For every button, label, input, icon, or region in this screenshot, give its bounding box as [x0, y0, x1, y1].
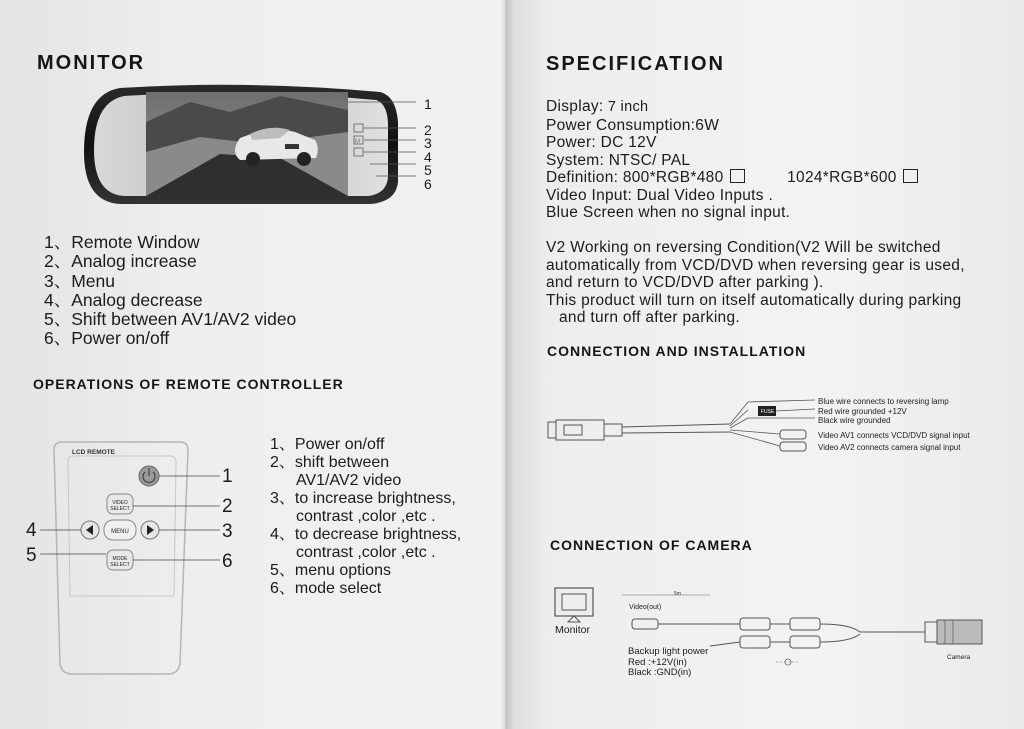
list-item: 5、menu options: [270, 562, 391, 579]
camera-heading: CONNECTION OF CAMERA: [550, 537, 753, 553]
wire-label-av1: Video AV1 connects VCD/DVD signal input: [818, 430, 970, 440]
wire-label-blue: Blue wire connects to reversing lamp: [818, 397, 949, 406]
wire-label-av2: Video AV2 connects camera signal input: [818, 443, 961, 453]
monitor-pointer-6: 6: [424, 175, 432, 192]
mode-select-label-2: SELECT: [110, 562, 130, 568]
definition-label: Definition: 800*RGB*480: [546, 169, 724, 186]
power: Power: DC 12V: [546, 134, 657, 151]
list-item: 6、mode select: [270, 580, 382, 597]
para1-line3: and return to VCD/DVD after parking ).: [546, 274, 824, 291]
backup-line3: Black :GND(in): [628, 667, 692, 678]
list-item: 6、Power on/off: [44, 328, 170, 349]
remote-function-list: [270, 436, 461, 598]
list-item: contrast ,color ,etc .: [296, 544, 436, 561]
connection-wiring-diagram: [540, 390, 820, 460]
list-item: 4、to decrease brightness,: [270, 526, 462, 543]
list-item: AV1/AV2 video: [296, 472, 402, 489]
wire-label-black: Black wire grounded: [818, 416, 891, 426]
menu-label: MENU: [111, 529, 129, 535]
monitor-function-list: [44, 233, 296, 349]
mirror-monitor-illustration: [80, 82, 420, 212]
para1-line1: V2 Working on reversing Condition(V2 Will be switched: [546, 239, 941, 256]
para1-line2: automatically from VCD/DVD when reversing gear is used,: [546, 256, 965, 274]
monitor-pointer-1: 1: [424, 96, 432, 112]
remote-pointer-1: 1: [222, 466, 233, 487]
remote-pointer-3: 3: [222, 521, 233, 542]
remote-pointer-2: 2: [222, 496, 233, 517]
para2-line2: and turn off after parking.: [559, 309, 741, 326]
para2-line1: This product will turn on itself automatically during parking: [546, 291, 962, 309]
list-item: 3、Menu: [44, 270, 116, 291]
remote-pointer-4: 4: [26, 520, 37, 541]
list-item: contrast ,color ,etc .: [296, 508, 436, 525]
camera-connection-diagram: [550, 580, 990, 680]
wire-labels: [818, 397, 970, 453]
page-spine: [500, 0, 514, 729]
definition-alt: 1024*RGB*600: [787, 169, 897, 186]
blue-screen: Blue Screen when no signal input.: [546, 204, 791, 221]
monitor-pointer-3: 3: [424, 135, 432, 151]
m-button-label: M: [355, 139, 360, 145]
connection-heading: CONNECTION AND INSTALLATION: [547, 343, 807, 359]
power-consumption: Power Consumption:6W: [546, 116, 720, 134]
list-item: 3、to increase brightness,: [270, 490, 456, 507]
monitor-pointer-5: 5: [424, 162, 432, 178]
mode-select-label-1: MODE: [112, 556, 128, 562]
backup-line1: Backup light power: [628, 646, 709, 657]
backup-power-labels: [628, 647, 708, 679]
list-item: 4、Analog decrease: [44, 289, 203, 310]
list-item: 5、Shift between AV1/AV2 video: [44, 309, 297, 330]
remote-pointer-6: 6: [222, 551, 233, 572]
video-out-label: Video(out): [629, 604, 662, 611]
definition-checkbox-1024[interactable]: [903, 169, 918, 183]
video-select-label-2: SELECT: [110, 506, 130, 512]
camera-label: Camera: [947, 654, 971, 661]
monitor-label: Monitor: [555, 624, 591, 636]
video-select-label-1: VIDEO: [112, 500, 128, 506]
backup-line2: Red :+12V(in): [628, 656, 687, 668]
specification-block: [546, 98, 918, 222]
list-item: 1、Power on/off: [270, 436, 385, 453]
video-input: Video Input: Dual Video Inputs .: [546, 186, 774, 204]
remote-heading: OPERATIONS OF REMOTE CONTROLLER: [33, 376, 344, 392]
display-label: Display:: [546, 98, 604, 115]
monitor-pointer-2: 2: [424, 121, 432, 138]
reversing-paragraph: [546, 239, 965, 327]
monitor-pointer-4: 4: [424, 148, 432, 165]
length-label: 5m: [674, 591, 681, 597]
display-value: 7 inch: [603, 99, 649, 115]
list-item: 2、Analog increase: [44, 251, 197, 272]
remote-brand-label: LCD REMOTE: [72, 449, 115, 456]
monitor-pointer-numbers: [424, 98, 432, 191]
remote-pointer-5: 5: [26, 545, 37, 566]
fuse-label: FUSE: [761, 409, 775, 415]
definition-checkbox-800[interactable]: [730, 169, 745, 183]
monitor-heading: MONITOR: [37, 52, 146, 74]
remote-controller-illustration: [20, 436, 245, 686]
list-item: 2、shift between: [270, 454, 390, 471]
wire-label-red: Red wire grounded +12V: [818, 406, 907, 416]
system: System: NTSC/ PAL: [546, 151, 691, 169]
specification-heading: SPECIFICATION: [546, 53, 725, 75]
list-item: 1、Remote Window: [44, 232, 200, 252]
